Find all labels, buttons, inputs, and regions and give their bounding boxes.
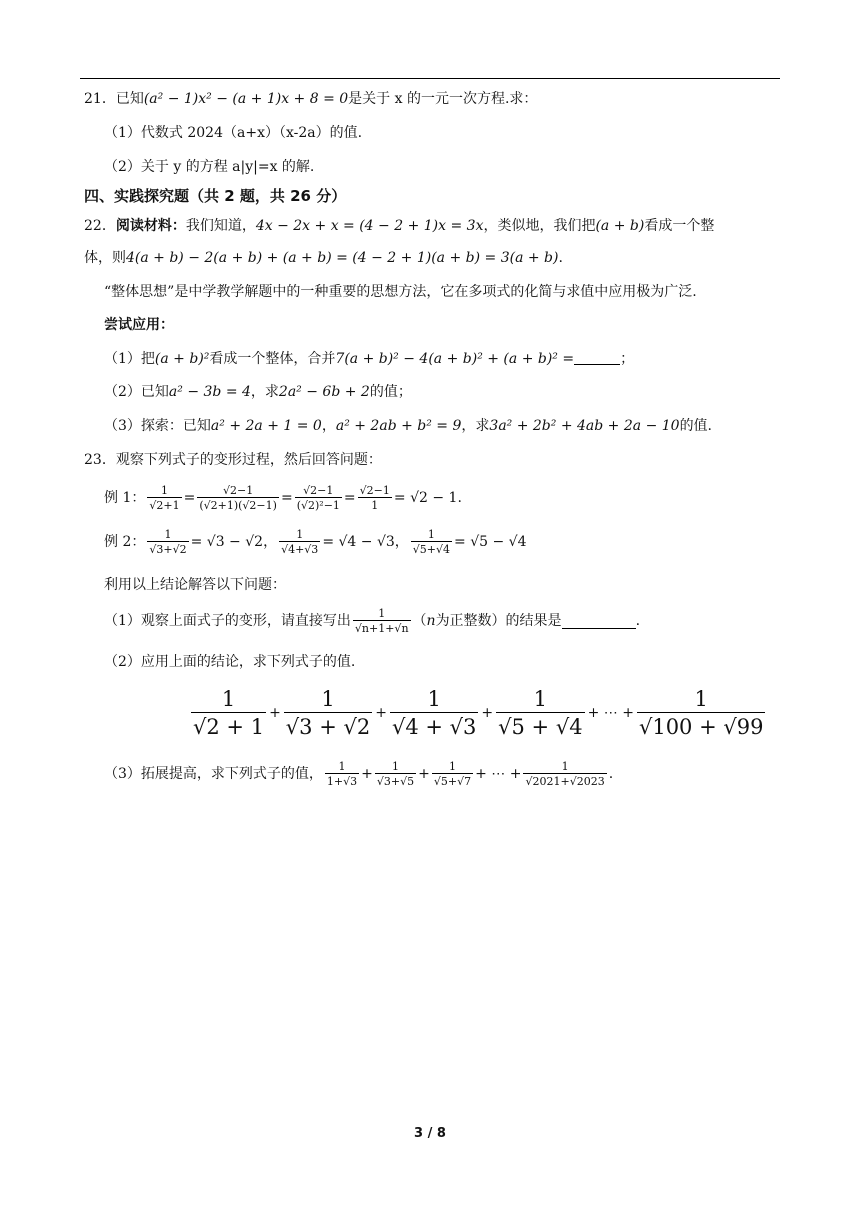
fraction [197, 484, 279, 512]
header-rule [80, 78, 780, 79]
example-label: 例 2： [104, 534, 146, 550]
denominator: √4+√3 [281, 543, 319, 556]
question-number: 21． [84, 91, 116, 107]
fraction [637, 686, 766, 740]
numerator: 1 [321, 687, 335, 711]
fraction [279, 528, 320, 556]
q23-sum-expression [188, 686, 768, 740]
q22-math: 3a² + 2b² + 4ab + 2a − 10 [489, 418, 680, 434]
plus-sign: + [361, 766, 373, 782]
example-result: √4 − √3 [338, 534, 395, 550]
q22-line3: “整体思想”是中学教学解题中的一种重要的思想方法，它在多项式的化简与求值中应用极为广泛. [104, 284, 697, 300]
denominator: 1 [358, 497, 392, 512]
numerator: 1 [448, 760, 456, 773]
q22-math: 4x − 2x + x = (4 − 2 + 1)x = 3x [255, 218, 484, 234]
q23-use-line: 利用以上结论解答以下问题： [104, 577, 286, 593]
fraction [191, 686, 266, 740]
q23-part1 [104, 607, 640, 635]
q21-equation: (a² − 1)x² − (a + 1)x + 8 = 0 [143, 91, 349, 107]
answer-blank [574, 350, 620, 365]
fraction [390, 686, 478, 740]
example-result: √2 − 1 [410, 490, 458, 506]
punctuation: ， [263, 534, 278, 550]
fraction [496, 686, 584, 740]
example-result: √5 − √4 [470, 534, 527, 550]
numerator: 1 [392, 760, 399, 773]
q22-line1 [84, 216, 714, 236]
denominator: √100 + √99 [637, 712, 766, 740]
q22-text: 的值； [369, 384, 412, 400]
q23-text: 为正整数）的结果是 [435, 613, 562, 629]
punctuation: . [457, 490, 462, 506]
fraction [353, 607, 411, 635]
ellipsis: + ⋯ + [475, 766, 522, 782]
fraction [284, 686, 372, 740]
denominator: √3 + √2 [284, 712, 372, 740]
q22-line2 [84, 248, 563, 268]
question-number: 23． [84, 452, 116, 468]
q22-math: (a + b) [595, 218, 645, 234]
question-number: 22． [84, 218, 116, 234]
q22-label: 阅读材料： [115, 218, 186, 234]
plus-sign: + [418, 766, 430, 782]
fraction [432, 760, 473, 788]
page-number: 3 / 8 [414, 1126, 446, 1141]
denominator: √2 + 1 [191, 712, 266, 740]
plus-sign: + [375, 705, 387, 721]
q22-text: ， [321, 418, 336, 434]
q22-text: 看成一个整体，合并 [209, 351, 336, 367]
q22-math: a² + 2a + 1 = 0 [210, 418, 322, 434]
answer-blank [562, 614, 636, 629]
example-label: 例 1： [104, 490, 146, 506]
numerator: 1 [160, 484, 168, 497]
q22-math: 7(a + b)² − 4(a + b)² + (a + b)² = [335, 351, 575, 367]
denominator: √5 + √4 [496, 712, 584, 740]
denominator: √4 + √3 [390, 712, 478, 740]
ellipsis: + ⋯ + [587, 705, 634, 721]
denominator: √3+√5 [376, 775, 415, 788]
numerator: 1 [378, 607, 386, 620]
denominator: (√2)²−1 [296, 499, 340, 512]
fraction [411, 528, 452, 556]
numerator: √2−1 [359, 484, 390, 497]
q21-part2: （2）关于 y 的方程 a|y|=x 的解. [104, 159, 315, 175]
q22-part2 [104, 382, 412, 402]
q21-prefix: 已知 [115, 91, 144, 107]
q22-text: ，类似地，我们把 [483, 218, 596, 234]
punctuation: . [635, 613, 641, 629]
numerator: √2−1 [303, 484, 334, 497]
q23-text: （3）拓展提高，求下列式子的值， [104, 766, 323, 782]
numerator: 1 [296, 528, 304, 541]
q23-part2: （2）应用上面的结论，求下列式子的值. [104, 654, 356, 670]
q23-text: （1）观察上面式子的变形，请直接写出 [104, 613, 351, 629]
fraction [147, 484, 181, 512]
fraction [325, 760, 359, 788]
denominator: √n+1+√n [354, 622, 409, 635]
numerator: 1 [694, 687, 708, 711]
q22-text: . [558, 250, 563, 266]
punctuation: ， [394, 534, 409, 550]
q22-text: ，求 [250, 384, 279, 400]
q22-text: 我们知道， [185, 218, 256, 234]
q22-try-label: 尝试应用： [104, 317, 174, 333]
fraction [375, 760, 416, 788]
denominator: (√2+1)(√2−1) [199, 499, 277, 512]
plus-sign: + [269, 705, 281, 721]
q22-math: (a + b)² [154, 351, 210, 367]
q22-text: 的值. [679, 418, 713, 434]
q22-math: 4(a + b) − 2(a + b) + (a + b) = (4 − 2 + 1)(a + b) = 3(a + b) [126, 250, 559, 266]
q22-text: （3）探索：已知 [104, 418, 211, 434]
q23-intro: 观察下列式子的变形过程，然后回答问题： [115, 452, 382, 468]
q22-text: ，求 [461, 418, 490, 434]
q22-text: ； [620, 351, 635, 367]
q22-math: a² − 3b = 4 [168, 384, 251, 400]
denominator: √2+1 [149, 499, 180, 512]
q23-text: （ [412, 613, 427, 629]
numerator: 1 [427, 528, 435, 541]
q23-part3 [104, 760, 613, 788]
numerator: 1 [561, 760, 569, 773]
example-result: √3 − √2 [206, 534, 264, 550]
denominator: √5+√4 [412, 543, 451, 556]
numerator: 1 [164, 528, 172, 541]
numerator: 1 [533, 687, 548, 711]
plus-sign: + [481, 705, 494, 721]
fraction [358, 484, 392, 512]
numerator: 1 [427, 687, 441, 711]
q23-example2: 例 2： $\frac{1}{√3+√2}$ = √3 − √2， $\frac{1}{√4+√3}$ = √4 − √3， $\frac{1}{√5+√4}$ = √5 − √4 [104, 528, 527, 556]
q21-part1: （1）代数式 2024（a+x）（x-2a）的值. [104, 125, 363, 141]
q22-math: a² + 2ab + b² = 9 [335, 418, 462, 434]
q22-text: （1）把 [104, 351, 155, 367]
q22-text: （2）已知 [104, 384, 169, 400]
denominator: √5+√7 [433, 775, 472, 788]
q22-math: 2a² − 6b + 2 [278, 384, 370, 400]
numerator: 1 [221, 687, 236, 711]
fraction [295, 484, 342, 512]
q23-stem [84, 450, 382, 470]
punctuation: . [608, 766, 614, 782]
denominator: √3+√2 [149, 543, 187, 556]
q23-math: n [426, 613, 436, 629]
q21-stem [84, 89, 537, 109]
numerator: 1 [338, 760, 346, 773]
fraction [147, 528, 188, 556]
q22-part3 [104, 416, 712, 436]
q22-text: 体，则 [84, 250, 126, 266]
numerator: √2−1 [223, 484, 254, 497]
section-title: 四、实践探究题（共 2 题，共 26 分） [84, 187, 347, 205]
denominator: 1+√3 [326, 775, 358, 788]
q21-suffix: 是关于 x 的一元一次方程.求： [348, 91, 538, 107]
q23-example1: 例 1： $\frac{1}{√2+1}$ = $\frac{√2-1}{(√2+1)(√2-1)}$ = $\frac{√2-1}{\text{(√2)²−1}}$ = $\frac{√2-1}{1}$ = √2 − 1. [104, 484, 462, 512]
denominator: √2021+√2023 [525, 775, 605, 788]
fraction [523, 760, 606, 788]
q22-part1 [104, 349, 634, 369]
q22-text: 看成一个整 [644, 218, 715, 234]
